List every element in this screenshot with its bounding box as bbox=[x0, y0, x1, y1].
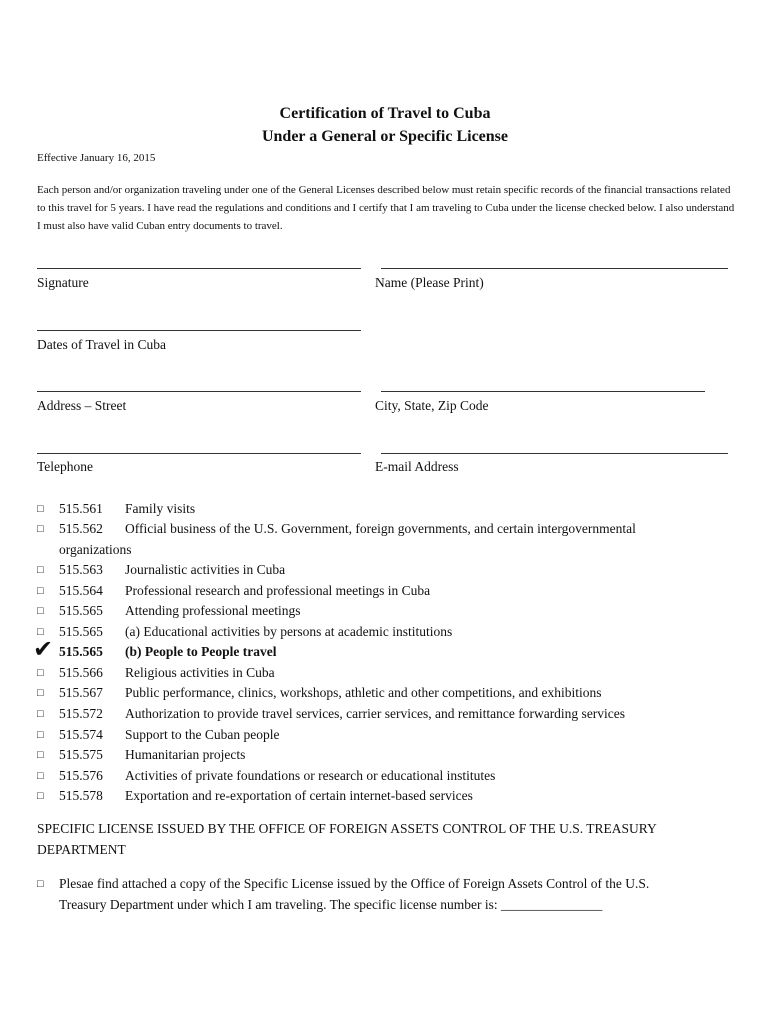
name-line[interactable] bbox=[381, 268, 728, 269]
checkbox-icon[interactable]: □ bbox=[37, 523, 44, 535]
license-code: 515.574 bbox=[59, 727, 103, 742]
license-description: Journalistic activities in Cuba bbox=[125, 562, 286, 577]
effective-date: Effective January 16, 2015 bbox=[37, 152, 156, 164]
license-description: Official business of the U.S. Government, foreign governments, and certain intergovernmental bbox=[125, 521, 636, 536]
checkbox-icon[interactable]: □ bbox=[37, 585, 44, 597]
checkbox-icon[interactable]: □ bbox=[37, 503, 44, 515]
specific-license-text: Plesae find attached a copy of the Specific License issued by the Office of Foreign Assets Control of the U.S. bbox=[59, 876, 650, 891]
license-description: Activities of private foundations or research or educational institutes bbox=[125, 768, 496, 783]
signature-label: Signature bbox=[37, 275, 89, 290]
license-code: 515.565 bbox=[59, 644, 103, 659]
specific-license-text-continued: Treasury Department under which I am traveling. The specific license number is: _______________ bbox=[59, 897, 603, 912]
document-title: Certification of Travel to Cuba bbox=[279, 105, 491, 122]
checkbox-icon[interactable]: □ bbox=[37, 708, 44, 720]
address-street-line[interactable] bbox=[37, 391, 361, 392]
license-code: 515.572 bbox=[59, 706, 103, 721]
document-subtitle: Under a General or Specific License bbox=[261, 128, 509, 145]
license-code: 515.575 bbox=[59, 747, 103, 762]
license-code: 515.561 bbox=[59, 501, 103, 516]
license-code: 515.564 bbox=[59, 583, 103, 598]
city-state-zip-label: City, State, Zip Code bbox=[375, 398, 489, 413]
license-code: 515.566 bbox=[59, 665, 103, 680]
license-description: (b) People to People travel bbox=[125, 644, 277, 659]
telephone-line[interactable] bbox=[37, 453, 361, 454]
signature-line[interactable] bbox=[37, 268, 361, 269]
license-description-continued: organizations bbox=[59, 542, 132, 557]
checkbox-icon[interactable]: □ bbox=[37, 667, 44, 679]
checkbox-icon[interactable]: □ bbox=[37, 729, 44, 741]
intro-paragraph: Each person and/or organization traveling under one of the General Licenses described below must retain specific records of the financial transactions related to this travel for 5 years. I have read the regulations and conditions and I certify that I am traveling to Cuba under the license checked below. I also understand I must also have valid Cuban entry documents to travel. bbox=[37, 184, 735, 232]
license-description: Attending professional meetings bbox=[125, 603, 301, 618]
license-description: Exportation and re-exportation of certain internet-based services bbox=[125, 788, 473, 803]
checkmark-icon[interactable]: ✔ bbox=[33, 635, 54, 663]
license-code: 515.578 bbox=[59, 788, 103, 803]
license-code: 515.562 bbox=[59, 521, 103, 536]
dates-line[interactable] bbox=[37, 330, 361, 331]
email-line[interactable] bbox=[381, 453, 728, 454]
telephone-label: Telephone bbox=[37, 459, 94, 474]
license-description: Public performance, clinics, workshops, athletic and other competitions, and exhibitions bbox=[125, 685, 602, 700]
license-code: 515.576 bbox=[59, 768, 103, 783]
email-label: E-mail Address bbox=[375, 459, 459, 474]
specific-license-heading-continued: DEPARTMENT bbox=[37, 842, 126, 857]
license-description: Support to the Cuban people bbox=[125, 727, 280, 742]
license-code: 515.565 bbox=[59, 603, 103, 618]
license-description: Family visits bbox=[125, 501, 196, 516]
license-code: 515.565 bbox=[59, 624, 103, 639]
license-description: Professional research and professional meetings in Cuba bbox=[125, 583, 431, 598]
license-code: 515.563 bbox=[59, 562, 103, 577]
checkbox-icon[interactable]: □ bbox=[37, 790, 44, 802]
license-description: Authorization to provide travel services, carrier services, and remittance forwarding services bbox=[125, 706, 626, 721]
checkbox-icon[interactable]: □ bbox=[37, 687, 44, 699]
checkbox-icon[interactable]: □ bbox=[37, 564, 44, 576]
dates-label: Dates of Travel in Cuba bbox=[37, 337, 166, 352]
address-street-label: Address – Street bbox=[37, 398, 127, 413]
checkbox-icon[interactable]: □ bbox=[37, 626, 44, 638]
license-description: Humanitarian projects bbox=[125, 747, 246, 762]
license-code: 515.567 bbox=[59, 685, 103, 700]
checkbox-icon[interactable]: □ bbox=[37, 605, 44, 617]
checkbox-icon[interactable]: □ bbox=[37, 749, 44, 761]
specific-license-heading: SPECIFIC LICENSE ISSUED BY THE OFFICE OF FOREIGN ASSETS CONTROL OF THE U.S. TREASURY bbox=[37, 821, 657, 836]
city-state-zip-line[interactable] bbox=[381, 391, 705, 392]
license-description: (a) Educational activities by persons at academic institutions bbox=[125, 624, 453, 639]
license-description: Religious activities in Cuba bbox=[125, 665, 275, 680]
checkbox-icon[interactable]: □ bbox=[37, 878, 44, 890]
checkbox-icon[interactable]: □ bbox=[37, 770, 44, 782]
name-label: Name (Please Print) bbox=[375, 275, 484, 290]
